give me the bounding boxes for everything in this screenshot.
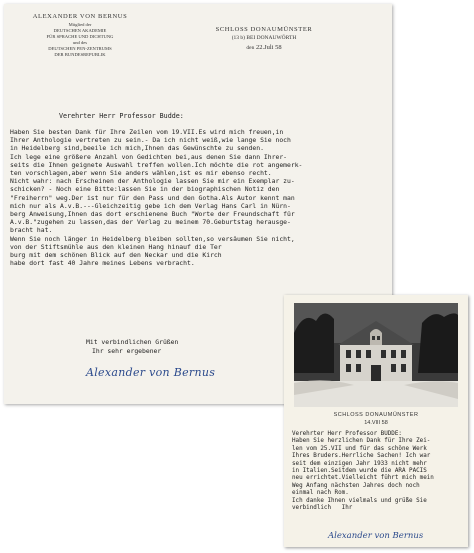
letter-line: A.v.B."zugehen zu lassen,das der Verlag zu meinem 70.Geburtstag herausge-: [10, 218, 291, 227]
castle-photo-image: [294, 303, 458, 407]
letterhead-line: FÜR SPRACHE UND DICHTUNG: [46, 34, 114, 39]
card-salutation: Verehrter Herr Professor BUDDE:: [292, 431, 402, 437]
card-line: Ich danke Ihnen vielmals und grüße Sie: [292, 497, 427, 504]
castle-photo: [294, 303, 458, 407]
letter-line: berg Anweisung,Ihnen das dort erschienene Buch "Worte der Freundschaft für: [10, 210, 295, 219]
closing-line: Mit verbindlichen Grüßen: [86, 338, 179, 346]
closing-line: Ihr sehr ergebener: [92, 346, 162, 355]
address-name: SCHLOSS DONAUMÜNSTER: [215, 26, 313, 33]
letter-line: Ihrer Anthologie vertreten zu sein.- Da ich nicht weiß,wie lange Sie noch: [10, 136, 291, 145]
letter-line: Nicht wahr: nach Erscheinen der Anthologie lassen Sie mir ein Exemplar zu-: [10, 177, 295, 186]
letter-line: Haben Sie besten Dank für Ihre Zeilen vom 19.VII.Es wird mich freuen,in: [10, 128, 284, 136]
card-line: verbindlich Ihr: [292, 505, 353, 512]
address-sub: (13 b) BEI DONAUWÖRTH: [231, 35, 297, 41]
date-value: 22.Juli 58: [255, 44, 282, 51]
card-line: einmal nach Rom.: [292, 490, 349, 497]
letter-line: habe dort fast 40 Jahre meines Lebens verbracht.: [10, 259, 195, 268]
card-body: [292, 431, 434, 512]
card-line: Weg Anfang nächsten Jahres doch noch: [292, 482, 420, 489]
letter-line: Ich lege eine größere Anzahl von Gedichten bei,aus denen Sie dann Ihrer-: [10, 152, 288, 161]
card-line: Ihres Bruders.Herrliche Sachen! Ich war: [292, 453, 431, 460]
card-line: Haben Sie herzlichen Dank für Ihre Zei-: [292, 438, 431, 445]
letterhead-line: Mitglied der: [68, 22, 92, 27]
letter-line: mich nur als A.v.B.---Gleichzeitig gebe ich dem Verlag Hans Carl in Nürn-: [10, 201, 291, 210]
postcard: [284, 295, 468, 547]
letterhead-left: [16, 14, 144, 58]
letter-line: bracht hat.: [10, 226, 53, 235]
card-caption: SCHLOSS DONAUMÜNSTER: [333, 412, 419, 418]
letterhead-line: und des: [72, 40, 88, 45]
date-prefix: den: [246, 45, 255, 51]
letterhead-line: DEUTSCHEN AKADEMIE: [53, 28, 107, 33]
card-line: seit dem einzigen Jahr 1933 nicht mehr: [292, 460, 427, 467]
card-date: 14.VIII 58: [364, 420, 388, 426]
letter-line: seits die Ihnen geignete Auswahl treffen wollen.Ich möchte die rot angemerk-: [10, 160, 303, 169]
letter-line: schicken? - Noch eine Bitte:lassen Sie in der biographischen Notiz den: [10, 185, 280, 194]
letter-body: [10, 128, 302, 267]
letter-signature: Alexander von Bernus: [86, 366, 216, 379]
letter-date: [204, 44, 324, 52]
card-line: len vom 25.VII und für das schöne Werk: [292, 445, 427, 452]
letterhead-name: ALEXANDER VON BERNUS: [32, 13, 128, 20]
letterhead-line: DER BUNDESREPUBLIK: [54, 52, 106, 57]
letter-line: ten vorschlagen,aber wenn Sie anders wählen,ist es mir ebenso recht.: [10, 169, 272, 178]
letterhead-line: DEUTSCHEN PEN-ZENTRUMS: [48, 46, 112, 51]
card-line: in Italien.Seitdem wurde die ARA PACIS: [292, 468, 427, 475]
letterhead-address: [204, 26, 324, 52]
card-signature: Alexander von Bernus: [328, 531, 424, 541]
letter-salutation: Verehrter Herr Professor Budde:: [59, 112, 184, 120]
card-line: neu errichtet.Vielleicht führt mich mein: [292, 475, 434, 482]
letter-closing: [86, 338, 178, 355]
letter-line: Wenn Sie noch länger in Heidelberg bleiben sollten,so versäumen Sie nicht,: [10, 234, 295, 243]
letter-line: in Heidelberg sind,beeile ich mich,Ihnen das Gewünschte zu senden.: [10, 144, 264, 153]
letter-line: "Freiherrn" weg.Der ist nur für den Pass und den Gotha.Als Autor kennt man: [10, 193, 295, 202]
letter-line: burg mit dem schönen Blick auf den Neckar und die Kirch: [10, 251, 222, 260]
letter-line: von der Stiftsmühle aus den kleinen Hang hinauf die Ter: [10, 242, 222, 251]
